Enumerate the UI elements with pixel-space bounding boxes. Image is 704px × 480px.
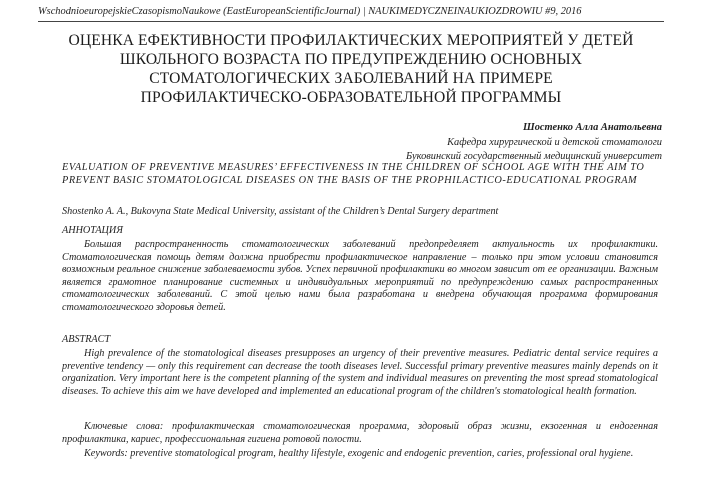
annotation-paragraph: Большая распространенность стоматологических заболеваний предопределяет актуальность их профилактики. Стоматологическая помощь детям должна приобрести профилактическое направление – только при этом условии становится возможным реальное снижение заболеваемости зубов. Успех первичной профилактики во многом зависит от ее организации. Важным является грамотное планирование системных и индивидуальных мероприятий по предупреждению самых распространенных стоматологических заболеваний. С этой целью нами была разработана и внедрена обучающая программа формирования стоматологического здоровья детей. xyxy=(62,239,658,313)
keywords-english xyxy=(62,448,658,461)
title-line-3: СТОМАТОЛОГИЧЕСКИХ ЗАБОЛЕВАНИЙ НА ПРИМЕРЕ xyxy=(149,70,553,87)
title-line-2: ШКОЛЬНОГО ВОЗРАСТА ПО ПРЕДУПРЕЖДЕНИЮ ОСНОВНЫХ xyxy=(119,51,583,68)
english-title: EVALUATION OF PREVENTIVE MEASURES’ EFFECTIVENESS IN THE CHILDREN OF SCHOOL AGE WITH THE AIM TO PREVENT BASIC STOMATOLOGICAL DISEASES ON THE BASIS OF THE PROPHILACTICO-EDUCATIONAL PROGRAM xyxy=(62,162,645,186)
abstract-text xyxy=(62,348,658,398)
abstract-paragraph: High prevalence of the stomatological diseases presupposes an urgency of their preventive measures. Pediatric dental service requires a preventive tendency — only this requirement can decrease the tooth diseases level. Successful primary preventive measures mainly depends on it organization. Very important here is the competent planning of the system and individual measures on preventing the most spread stomatological diseases. To achieve this aim we have developed and implemented an educational program of the children's stomatological health formation. xyxy=(62,348,658,397)
annotation-heading: АННОТАЦИЯ xyxy=(62,225,123,236)
keywords-russian xyxy=(62,421,658,446)
author-university: Буковинский государственный медицинский университет xyxy=(405,151,662,162)
journal-header xyxy=(38,4,664,22)
keywords-english-text: Keywords: preventive stomatological program, healthy lifestyle, exogenic and endogenic prevention, caries, professional oral hygiene. xyxy=(84,448,634,459)
journal-header-text: WschodnioeuropejskieCzasopismoNaukowe (EastEuropeanScientificJournal) | NAUKIMEDYCZNEINAUKIOZDROWIU #9, 2016 xyxy=(38,6,582,17)
abstract-heading: ABSTRACT xyxy=(62,334,111,345)
article-title xyxy=(38,31,664,107)
keywords-russian-text: Ключевые слова: профилактическая стоматологическая программа, здоровый образ жизни, екзогенная и ендогенная профилактика, кариес, профессиональная гигиена ротовой полости. xyxy=(62,421,658,445)
author-block xyxy=(406,121,662,165)
author-department: Кафедра хирургической и детской стоматологи xyxy=(447,136,662,148)
author-name: Шостенко Алла Анатольевна xyxy=(523,122,662,133)
title-line-1: ОЦЕНКА ЕФЕКТИВНОСТИ ПРОФИЛАКТИЧЕСКИХ МЕРОПРИЯТЕЙ У ДЕТЕЙ xyxy=(68,32,634,49)
title-line-4: ПРОФИЛАКТИЧЕСКО-ОБРАЗОВАТЕЛЬНОЙ ПРОГРАММЫ xyxy=(140,89,562,106)
english-byline: Shostenko A. A., Bukovyna State Medical University, assistant of the Children’s Dental Surgery department xyxy=(62,206,499,217)
annotation-text xyxy=(62,239,658,315)
